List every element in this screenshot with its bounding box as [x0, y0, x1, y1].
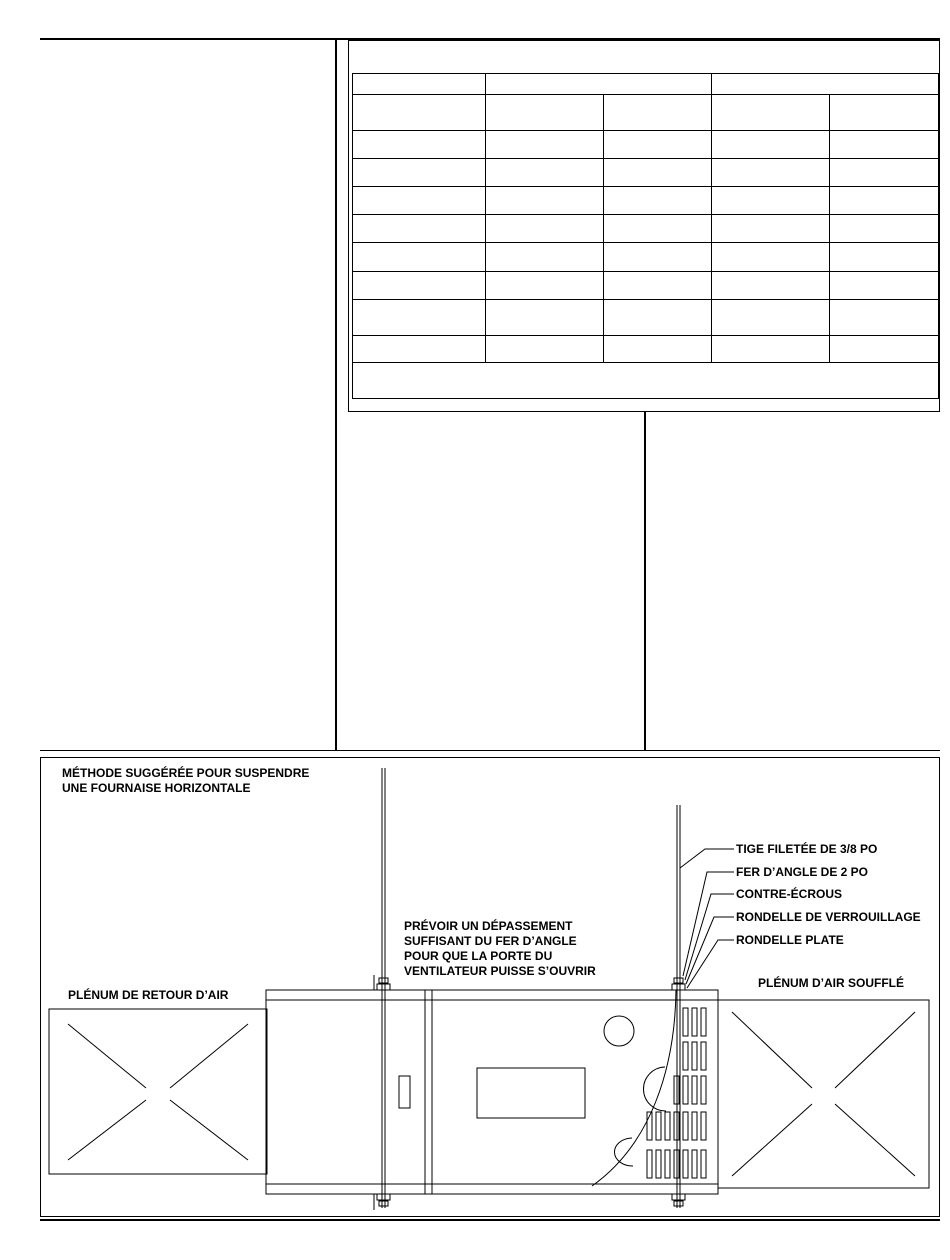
callout-flat-washer: RONDELLE PLATE	[736, 933, 844, 947]
supply-plenum-box	[718, 1000, 929, 1188]
figure-title-line1: MÉTHODE SUGGÉRÉE POUR SUSPENDRE	[62, 766, 310, 780]
angle-iron-note-line1: PRÉVOIR UN DÉPASSEMENT	[404, 919, 573, 933]
return-plenum-box	[49, 1009, 267, 1174]
angle-iron-note-line3: POUR QUE LA PORTE DU	[404, 949, 553, 963]
left-threaded-rod	[374, 768, 390, 1210]
callout-threaded-rod: TIGE FILETÉE DE 3/8 PO	[736, 842, 878, 856]
supply-plenum-label: PLÉNUM D’AIR SOUFFLÉ	[758, 976, 904, 990]
angle-iron-note-line4: VENTILATEUR PUISSE S’OUVRIR	[404, 964, 596, 978]
furnace-cabinet	[266, 990, 718, 1194]
callout-leaders	[680, 849, 734, 988]
return-plenum-label: PLÉNUM DE RETOUR D’AIR	[68, 988, 229, 1002]
figure-title-line2: UNE FOURNAISE HORIZONTALE	[62, 781, 251, 795]
callout-angle-iron: FER D’ANGLE DE 2 PO	[736, 865, 869, 879]
callout-lock-washer: RONDELLE DE VERROUILLAGE	[736, 910, 921, 924]
callout-lock-nuts: CONTRE-ÉCROUS	[736, 887, 843, 901]
angle-iron-note-line2: SUFFISANT DU FER D’ANGLE	[404, 934, 577, 948]
